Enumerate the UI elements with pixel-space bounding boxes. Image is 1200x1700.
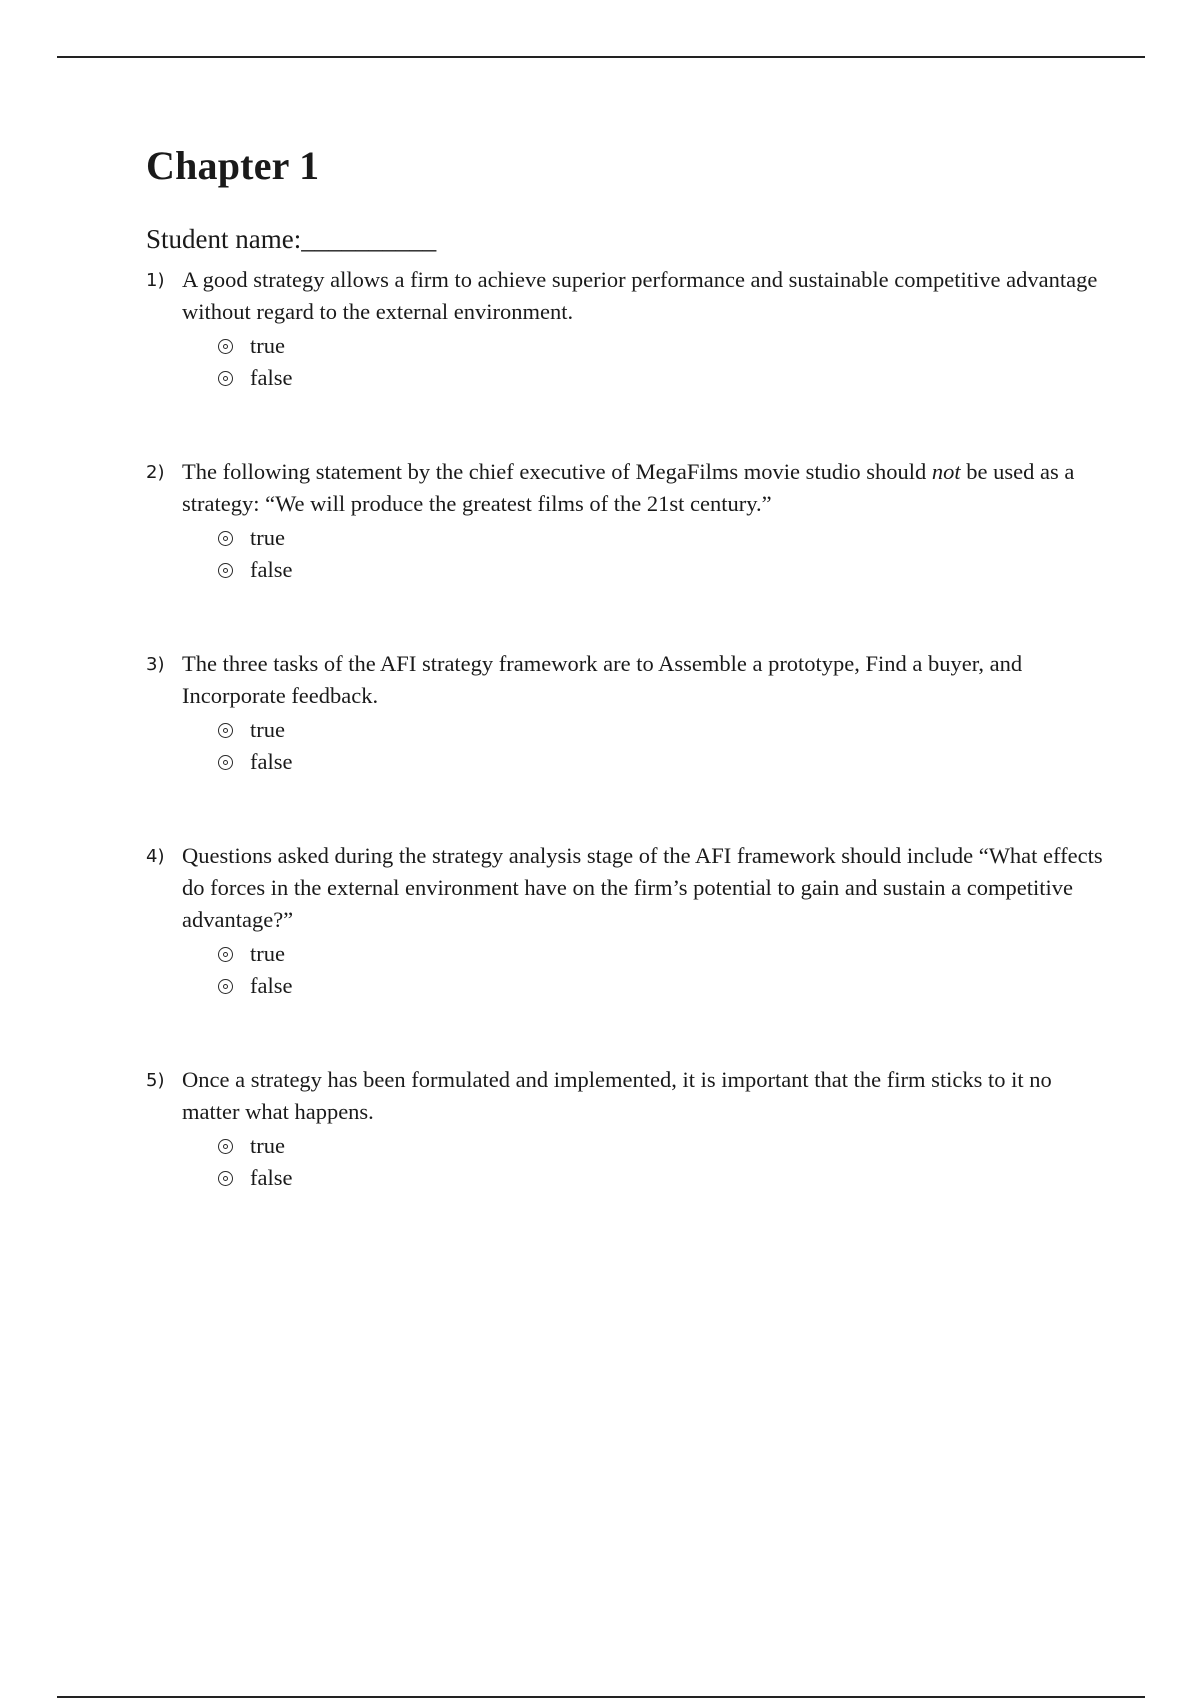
bottom-rule	[57, 1696, 1145, 1698]
option-false[interactable]	[218, 746, 1106, 778]
answer-options	[218, 330, 1106, 394]
student-name-field[interactable]: Student name:__________	[146, 224, 437, 254]
radio-button-icon[interactable]	[218, 531, 233, 546]
answer-options	[218, 522, 1106, 586]
top-rule	[57, 56, 1145, 58]
option-false[interactable]	[218, 970, 1106, 1002]
radio-button-icon[interactable]	[218, 563, 233, 578]
page-title: Chapter 1	[146, 143, 320, 188]
question-number: 3)	[146, 654, 165, 675]
option-false[interactable]	[218, 1162, 1106, 1194]
option-label: true	[250, 525, 285, 550]
radio-button-icon[interactable]	[218, 1139, 233, 1154]
question-number: 1)	[146, 270, 165, 291]
question-1	[146, 264, 1106, 394]
question-text-part: The following statement by the chief executive of MegaFilms movie studio should	[182, 459, 932, 484]
question-text: The three tasks of the AFI strategy framework are to Assemble a prototype, Find a buyer, and Incorporate feedback.	[182, 651, 1023, 708]
question-text: Once a strategy has been formulated and implemented, it is important that the firm sticks to it no matter what happens.	[182, 1067, 1052, 1124]
option-label: false	[250, 557, 293, 582]
option-false[interactable]	[218, 362, 1106, 394]
option-true[interactable]	[218, 330, 1106, 362]
question-text	[182, 456, 1106, 520]
option-label: false	[250, 749, 293, 774]
question-text: Questions asked during the strategy analysis stage of the AFI framework should include “What effects do forces in the external environment have on the firm’s potential to gain and sustain a competitive advantage?”	[182, 843, 1103, 932]
option-false[interactable]	[218, 554, 1106, 586]
question-text: A good strategy allows a firm to achieve superior performance and sustainable competitive advantage without regard to the external environment.	[182, 267, 1098, 324]
radio-button-icon[interactable]	[218, 1171, 233, 1186]
option-label: true	[250, 1133, 285, 1158]
question-2	[146, 456, 1106, 586]
option-true[interactable]	[218, 714, 1106, 746]
option-label: false	[250, 365, 293, 390]
option-label: false	[250, 1165, 293, 1190]
question-number: 2)	[146, 462, 165, 483]
answer-options	[218, 1130, 1106, 1194]
radio-button-icon[interactable]	[218, 947, 233, 962]
answer-options	[218, 938, 1106, 1002]
radio-button-icon[interactable]	[218, 723, 233, 738]
radio-button-icon[interactable]	[218, 339, 233, 354]
radio-button-icon[interactable]	[218, 755, 233, 770]
option-true[interactable]	[218, 938, 1106, 970]
answer-options	[218, 714, 1106, 778]
option-label: true	[250, 941, 285, 966]
question-text-emphasis: not	[931, 459, 961, 484]
question-number: 4)	[146, 846, 165, 867]
option-label: false	[250, 973, 293, 998]
question-number: 5)	[146, 1070, 165, 1091]
option-label: true	[250, 717, 285, 742]
option-label: true	[250, 333, 285, 358]
radio-button-icon[interactable]	[218, 371, 233, 386]
radio-button-icon[interactable]	[218, 979, 233, 994]
option-true[interactable]	[218, 522, 1106, 554]
question-text-part: be used as a strategy: “We will produce the greatest films of the 21st century.”	[182, 459, 1075, 516]
quiz-content	[146, 140, 1106, 1194]
option-true[interactable]	[218, 1130, 1106, 1162]
question-5	[146, 1064, 1106, 1194]
question-3	[146, 648, 1106, 778]
question-4	[146, 840, 1106, 1002]
